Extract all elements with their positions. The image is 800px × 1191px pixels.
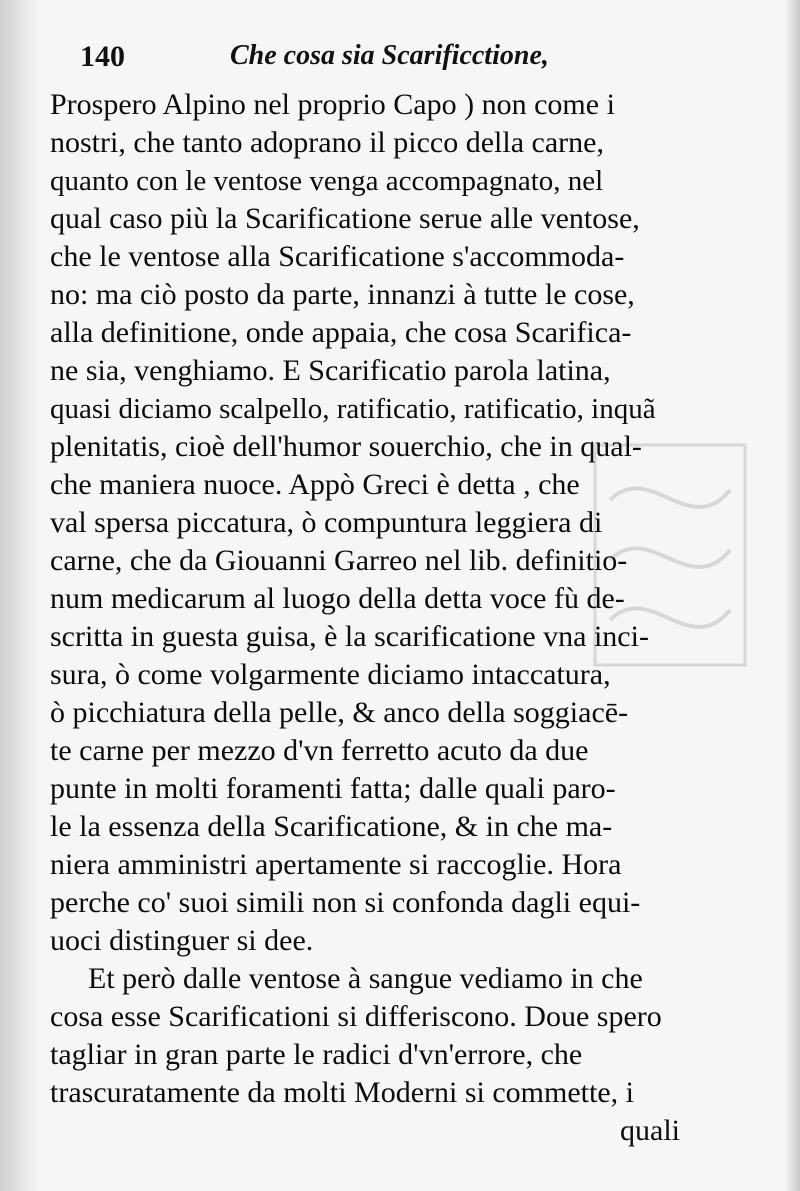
text-line: tagliar in gran parte le radici d'vn'errore, che [50,1038,583,1071]
page-number: 140 [80,40,125,73]
text-line: te carne per mezzo d'vn ferretto acuto da due [50,734,589,767]
text-line: nostri, che tanto adoprano il picco della carne, [50,126,604,159]
text-line: carne, che da Giouanni Garreo nel lib. definitio- [50,544,628,577]
text-line: plenitatis, cioè dell'humor souerchio, che in qual- [50,430,642,463]
text-line: che le ventose alla Scarificatione s'accommoda- [50,240,625,273]
text-line: che maniera nuoce. Appò Greci è detta , che [50,468,580,501]
text-line: Prospero Alpino nel proprio Capo ) non come i [50,88,615,121]
text-line: perche co' suoi simili non si confonda dagli equi- [50,886,641,919]
page-edge-shadow [786,0,800,1191]
text-line: alla definitione, onde appaia, che cosa Scarifica- [50,316,632,349]
text-line: niera amministri apertamente si raccoglie. Hora [50,848,622,881]
text-line: scritta in guesta guisa, è la scarificatione vna inci- [50,620,649,653]
paragraph-start-line: Et però dalle ventose à sangue vediamo in che [88,962,643,995]
catchword: quali [620,1114,680,1147]
text-line: trascuratamente da molti Moderni si commette, i [50,1076,634,1109]
text-line: ò picchiatura della pelle, & anco della soggiacē- [50,696,629,729]
page-gutter-shadow [0,0,40,1191]
text-line: uoci distinguer si dee. [50,924,314,957]
text-line: punte in molti foramenti fatta; dalle quali paro- [50,772,616,805]
text-line: qual caso più la Scarificatione serue alle ventose, [50,202,640,235]
text-line: sura, ò come volgarmente diciamo intaccatura, [50,658,611,691]
text-line: val spersa piccatura, ò compuntura leggiera di [50,506,603,539]
text-line: cosa esse Scarificationi si differiscono. Doue spero [50,1000,662,1033]
text-line: ne sia, venghiamo. E Scarificatio parola latina, [50,354,611,387]
text-line: num medicarum al luogo della detta voce fù de- [50,582,625,615]
text-line: quasi diciamo scalpello, ratificatio, ratificatio, inquã [50,393,656,425]
text-line: no: ma ciò posto da parte, innanzi à tutte le cose, [50,278,635,311]
body-text [50,86,740,1112]
text-line: le la essenza della Scarificatione, & in che ma- [50,810,613,843]
text-line: quanto con le ventose venga accompagnato, nel [50,165,604,197]
running-head: Che cosa sia Scarificctione, [230,40,549,71]
page-header [70,36,710,76]
